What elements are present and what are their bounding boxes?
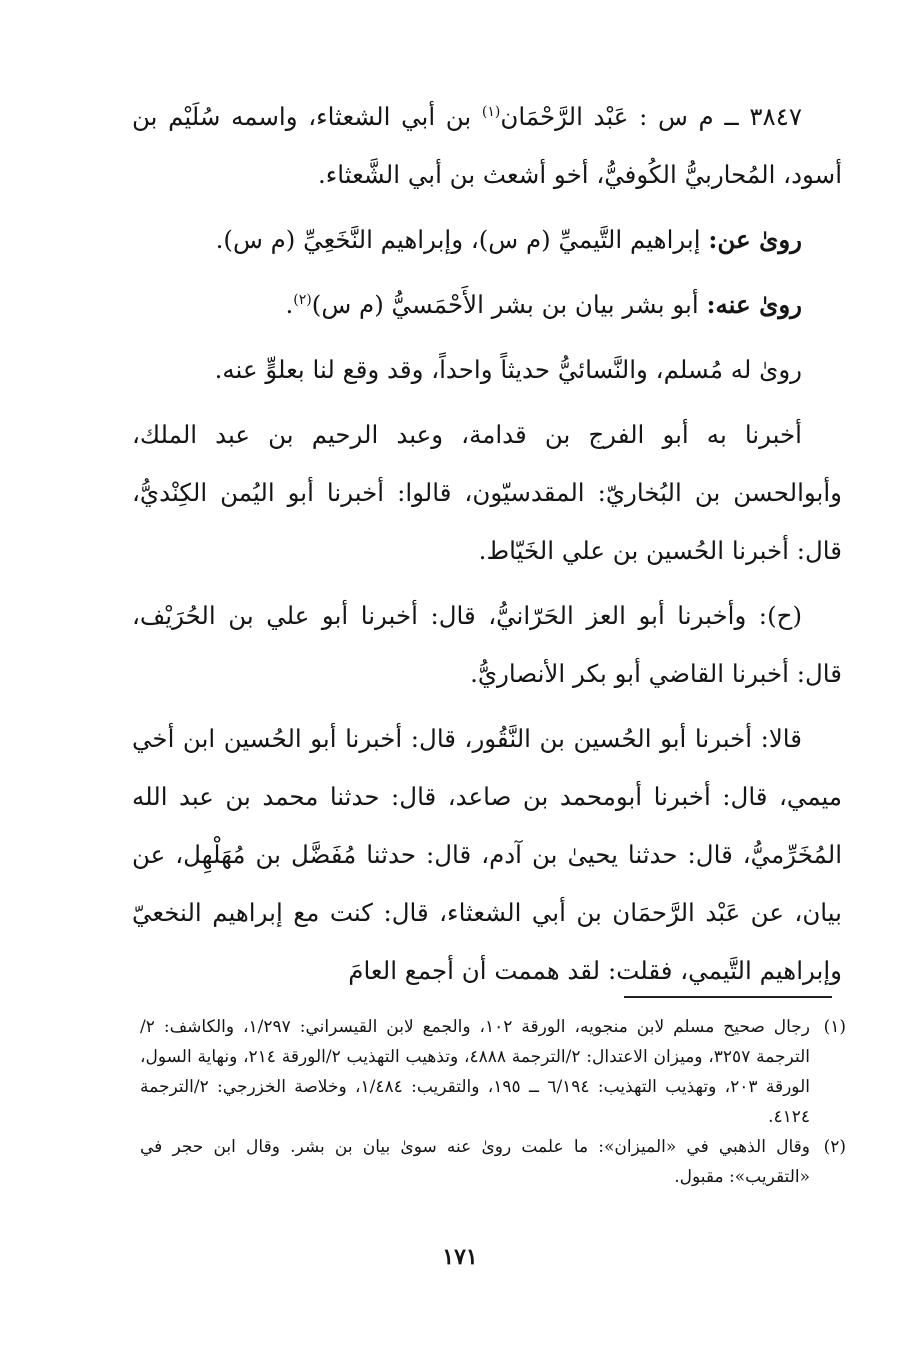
narrated-from-label: روىٰ عن:: [708, 225, 802, 254]
entry-number: ٣٨٤٧: [749, 102, 803, 131]
entry-dash: ــ: [724, 102, 739, 131]
footnote-2: [140, 1132, 846, 1192]
footnote-divider: [624, 996, 832, 998]
footnote-ref-1[interactable]: (١): [481, 103, 501, 120]
narrated-from-text: إبراهيم التَّيميِّ (م س)، وإبراهيم النَّخَعِيِّ (م س).: [215, 225, 709, 254]
footnote-1-text: رجال صحيح مسلم لابن منجويه، الورقة ١٠٢، والجمع لابن القيسراني: ١/٢٩٧، والكاشف: ٢/الترجمة ٣٢٥٧، وميزان الاعتدال: ٢/الترجمة ٤٨٨٨، وتذهيب التهذيب ٢/الورقة ٢١٤، ونهاية السول، الورقة ٢٠٣، وتهذيب التهذيب: ٦/١٩٤ ــ ١٩٥، والتقريب: ١/٤٨٤، وخلاصة الخزرجي: ٢/الترجمة ٤١٢٤.: [140, 1017, 810, 1127]
narrated-by: [132, 276, 842, 334]
narrated-by-label: روىٰ عنه:: [706, 290, 802, 319]
paragraph-1: روىٰ له مُسلم، والنَّسائيُّ حديثاً واحداً، وقد وقع لنا بعلوٍّ عنه.: [214, 355, 802, 384]
footnote-2-mark: (٢): [823, 1137, 846, 1157]
narrated-from: [132, 211, 842, 269]
entry-rest: بن أبي الشعثاء، واسمه سُلَيْم بن أسود، المُحاربيُّ الكُوفيُّ، أخو أشعث بن أبي الشَّعثاء.: [132, 102, 842, 189]
main-text: [132, 88, 842, 1007]
paragraph-4: قالا: أخبرنا أبو الحُسين بن النَّقُور، قال: أخبرنا أبو الحُسين ابن أخي ميمي، قال: أخبرنا أبومحمد بن صاعد، قال: حدثنا محمد بن عبد الله المُخَرِّميُّ، قال: حدثنا يحيىٰ بن آدم، قال: حدثنا مُفَضَّل بن مُهَلْهِل، عن بيان، عن عَبْد الرَّحمَان بن أبي الشعثاء، قال: كنت مع إبراهيم النخعيّ وإبراهيم التَّيمي، فقلت: لقد هممت أن أجمع العامَ: [132, 724, 843, 985]
page-number: ١٧١: [442, 1244, 478, 1270]
paragraph-2: أخبرنا به أبو الفرج بن قدامة، وعبد الرحيم بن عبد الملك، وأبوالحسن بن البُخاريّ: المقدسيّون، قالوا: أخبرنا أبو اليُمن الكِنْديُّ، قال: أخبرنا الحُسين بن علي الخَيّاط.: [132, 420, 842, 565]
footnotes: [140, 1012, 846, 1192]
footnote-1: [140, 1012, 846, 1132]
entry-codes: م س :: [639, 102, 714, 131]
narrated-by-end: .: [285, 290, 294, 319]
narrated-by-text: أبو بشر بيان بن بشر الأَحْمَسيُّ (م س): [311, 290, 707, 319]
entry-name: عَبْد الرَّحْمَان: [500, 102, 629, 131]
paragraph-3: (ح): وأخبرنا أبو العز الحَرّانيُّ، قال: أخبرنا أبو علي بن الحُرَيْف، قال: أخبرنا القاضي أبو بكر الأنصاريُّ.: [132, 601, 842, 688]
footnote-2-text: وقال الذهبي في «الميزان»: ما علمت روىٰ عنه سوىٰ بيان بن بشر. وقال ابن حجر في «التقريب»: مقبول.: [140, 1137, 810, 1187]
footnote-ref-2[interactable]: (٢): [293, 291, 312, 308]
entry-heading: [132, 88, 842, 204]
footnote-1-mark: (١): [823, 1017, 846, 1037]
